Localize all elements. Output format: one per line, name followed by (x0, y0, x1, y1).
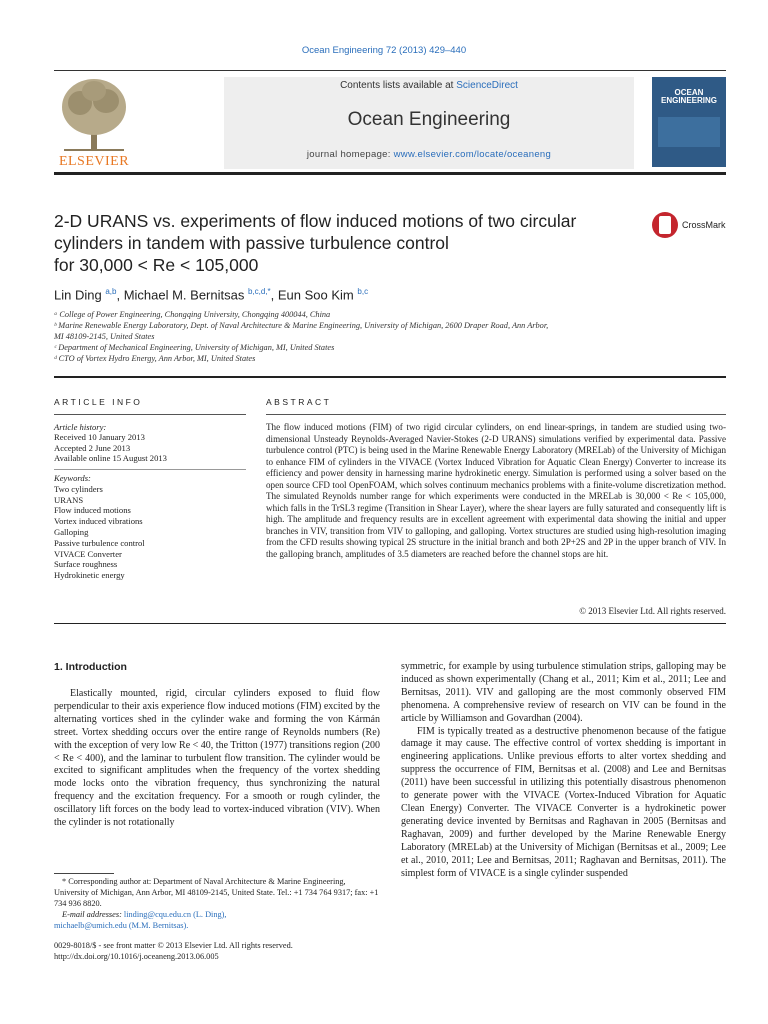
contents-line (224, 80, 634, 91)
keyword: URANS (54, 494, 84, 505)
history-online: Available online 15 August 2013 (54, 453, 167, 464)
keyword: Flow induced motions (54, 505, 131, 516)
abstract-text: The flow induced motions (FIM) of two rigid circular cylinders, on end linear-springs, in tandem are studied using two-dimensional Unsteady Reynolds-Averaged Navier-Stokes (2-D URANS) simulations verified by experimental data. Passive turbulence control (PTC) is being used in the Marine Renewable Energy Laboratory (MRELab) of the University of Michigan to enhance FIM of cylinders in the VIVACE (Vortex Induced Vibration for Aquatic Clean Energy) Converter to increase its efficiency and power density in harnessing marine hydrokinetic energy. Simulation is performed using a solver based on the open source CFD tool OpenFOAM, which solves continuum mechanics problems with a finite-volume discretization method. The simulated Reynolds number range for which experiments were conducted in the MRELab is 30,000 < Re < 105,000, which falls in the TrSL3 regime (Transition in Shear Layer), where the shear layers are fully saturated and consequently lift is high. The amplitude and frequency results are in excellent agreement with experimental data showing the initial and upper branches in VIV, transition from VIV to galloping, and galloping. Vortex structures are studied using high-resolution imaging from the CFD results showing typical 2S structure in the initial branch and both 2P+2S and 2P in the upper branch of VIV. In the galloping branch, amplitudes of 3.5 diameters are reached before the channel stops are hit. (266, 422, 726, 560)
crossmark-button[interactable] (652, 212, 732, 240)
crossmark-label: CrossMark (682, 220, 726, 230)
keyword: Vortex induced vibrations (54, 516, 143, 527)
journal-citation[interactable]: Ocean Engineering 72 (2013) 429–440 (301, 45, 467, 56)
abstract-heading: ABSTRACT (266, 397, 332, 407)
affiliation: ᵈ CTO of Vortex Hydro Energy, Ann Arbor, MI, United States (54, 354, 256, 363)
title-line-1: 2-D URANS vs. experiments of flow induced motions of two circular (54, 211, 577, 231)
sciencedirect-link[interactable]: ScienceDirect (456, 80, 518, 91)
copyright-notice: © 2013 Elsevier Ltd. All rights reserved. (579, 606, 726, 616)
homepage-link[interactable]: www.elsevier.com/locate/oceaneng (393, 149, 552, 160)
keyword: Two cylinders (54, 483, 103, 494)
issn-line: 0029-8018/$ - see front matter © 2013 Elsevier Ltd. All rights reserved. (54, 941, 293, 950)
introduction-right-column (401, 661, 726, 880)
article-history (54, 422, 246, 464)
abstract-end-rule (54, 623, 726, 624)
email-link[interactable]: linding@cqu.edu.cn (L. Ding), (123, 910, 227, 919)
keywords (54, 473, 246, 581)
header-rule-bottom (54, 172, 726, 175)
homepage-prefix: journal homepage: (306, 149, 394, 160)
history-accepted: Accepted 2 June 2013 (54, 442, 131, 453)
author-list: Lin Ding $^{a,b}$, Michael M. Bernitsas $^{b,c,d,*}$, Eun Soo Kim $^{b,c}$ (54, 287, 369, 303)
affiliation: MI 48109-2145, United States (54, 332, 155, 341)
title-line-3: for 30,000 < Re < 105,000 (54, 255, 259, 275)
journal-info-box (224, 77, 634, 169)
keyword: VIVACE Converter (54, 548, 122, 559)
history-received: Received 10 January 2013 (54, 432, 145, 443)
email-link[interactable]: michaelb@umich.edu (M.M. Bernitsas). (54, 921, 189, 930)
section-rule (54, 376, 726, 378)
crossmark-icon (652, 212, 678, 238)
introduction-heading: 1. Introduction (54, 661, 127, 673)
keyword: Hydrokinetic energy (54, 570, 125, 581)
journal-header (54, 77, 726, 172)
keywords-rule (54, 469, 246, 470)
email-line (54, 909, 380, 920)
affiliation: ᵃ College of Power Engineering, Chongqing University, Chongqing 400044, China (54, 310, 331, 319)
elsevier-logo (54, 77, 134, 172)
journal-cover-image[interactable] (652, 77, 726, 167)
author-name: Lin Ding (54, 287, 102, 303)
issn-doi (54, 940, 380, 962)
paragraph: FIM is typically treated as a destructive phenomenon because of the fatigue damage it may cause. The effective control of vortex shedding is important in engineering applications. Unlike previous efforts to alter vortex shedding and suppress the occurrence of FIM, Bernitsas et al. (2008) and Lee and Bernitsas (2011) have been successful in utilizing this potentially disastrous phenomenon to generate power with the VIVACE (Vortex-Induced Vibration for Aquatic Clean Energy) Converter. The VIVACE Converter is a hydrokinetic power generating device invented by Bernitsas and Raghavan in 2005 (Bernitsas and Raghavan, 2009) and further developed by the Marine Renewable Energy Laboratory (MRELab) at the University of Michigan (Bernitsas et al., 2009; Lee et al., 2010, 2011; Lee and Bernitsas, 2011; Raghavan and Bernitsas, 2011). The simplest form of VIVACE is a single cylinder suspended (401, 725, 726, 879)
author-affiliation-marks[interactable]: a,b (105, 287, 117, 296)
article-title (54, 210, 634, 276)
contents-prefix: Contents lists available at (340, 80, 457, 91)
homepage-line (224, 149, 634, 160)
doi-link[interactable]: http://dx.doi.org/10.1016/j.oceaneng.2013.06.005 (54, 952, 219, 961)
affiliation: ᶜ Department of Mechanical Engineering, University of Michigan, MI, United States (54, 343, 335, 352)
title-line-2: cylinders in tandem with passive turbulence control (54, 233, 449, 253)
corresponding-author-footnote (54, 876, 380, 931)
footnote-rule (54, 873, 114, 874)
elsevier-wordmark: ELSEVIER (58, 154, 130, 169)
introduction-left-column: Elastically mounted, rigid, circular cylinders exposed to fluid flow perpendicular to their axis experience flow induced motions (FIM) excited by the alternating vortices shed in the cylinder wake and forming the von Kármán street. Vortex shedding occurs over the entire range of Reynolds numbers (Re) with the exception of very low Re < 40, the Tritton (1977) transitions region (200 < Re < 400), and the laminar to turbulent flow transition. The cylinder would be excited to significant amplitudes when the frequency of the vortex shedding mode locks onto the vibration frequency, thus synchronizing the natural frequency and the excitation frequency. For a smooth or rough cylinder, the oscillatory lift forces on the body lead to vortex-induced vibration (VIV). When the cylinder is not rotationally (54, 688, 380, 829)
author-name: Michael M. Bernitsas (123, 287, 245, 303)
keyword: Surface roughness (54, 559, 118, 570)
header-rule-top (54, 70, 726, 71)
author-name: Eun Soo Kim (277, 287, 354, 303)
paragraph: symmetric, for example by using turbulence stimulation strips, galloping may be induced as shown experimentally (Chang et al., 2011; Kim et al., 2011; Lee and Bernitsas, 2011). VIV and galloping are the most commonly observed FIM phenomena. A comprehensive review of research on VIV can be found in the article by Williamson and Govardhan (2004). (401, 661, 726, 724)
author-affiliation-marks[interactable]: b,c,d,* (247, 287, 271, 296)
history-label: Article history: (54, 422, 107, 432)
cover-title: OCEAN ENGINEERING (660, 88, 717, 105)
keyword: Passive turbulence control (54, 537, 145, 548)
keywords-label: Keywords: (54, 473, 91, 483)
affiliations (54, 309, 654, 364)
corresponding-author: * Corresponding author at: Department of Naval Architecture & Marine Engineering, University of Michigan, Ann Arbor, MI 48109-2145, United State. Tel.: +1 734 764 9317; fax: +1 734 936 8820. (54, 877, 379, 908)
article-info-rule (54, 414, 246, 415)
abstract-rule (266, 414, 726, 415)
email-label: E-mail addresses: (62, 910, 124, 919)
article-info-heading: ARTICLE INFO (54, 397, 143, 407)
author-affiliation-marks[interactable]: b,c (357, 287, 369, 296)
keyword: Galloping (54, 526, 89, 537)
journal-name: Ocean Engineering (347, 109, 511, 130)
affiliation: ᵇ Marine Renewable Energy Laboratory, Dept. of Naval Architecture & Marine Engineering, University of Michigan, 2600 Draper Road, Ann Arbor, (54, 321, 549, 330)
